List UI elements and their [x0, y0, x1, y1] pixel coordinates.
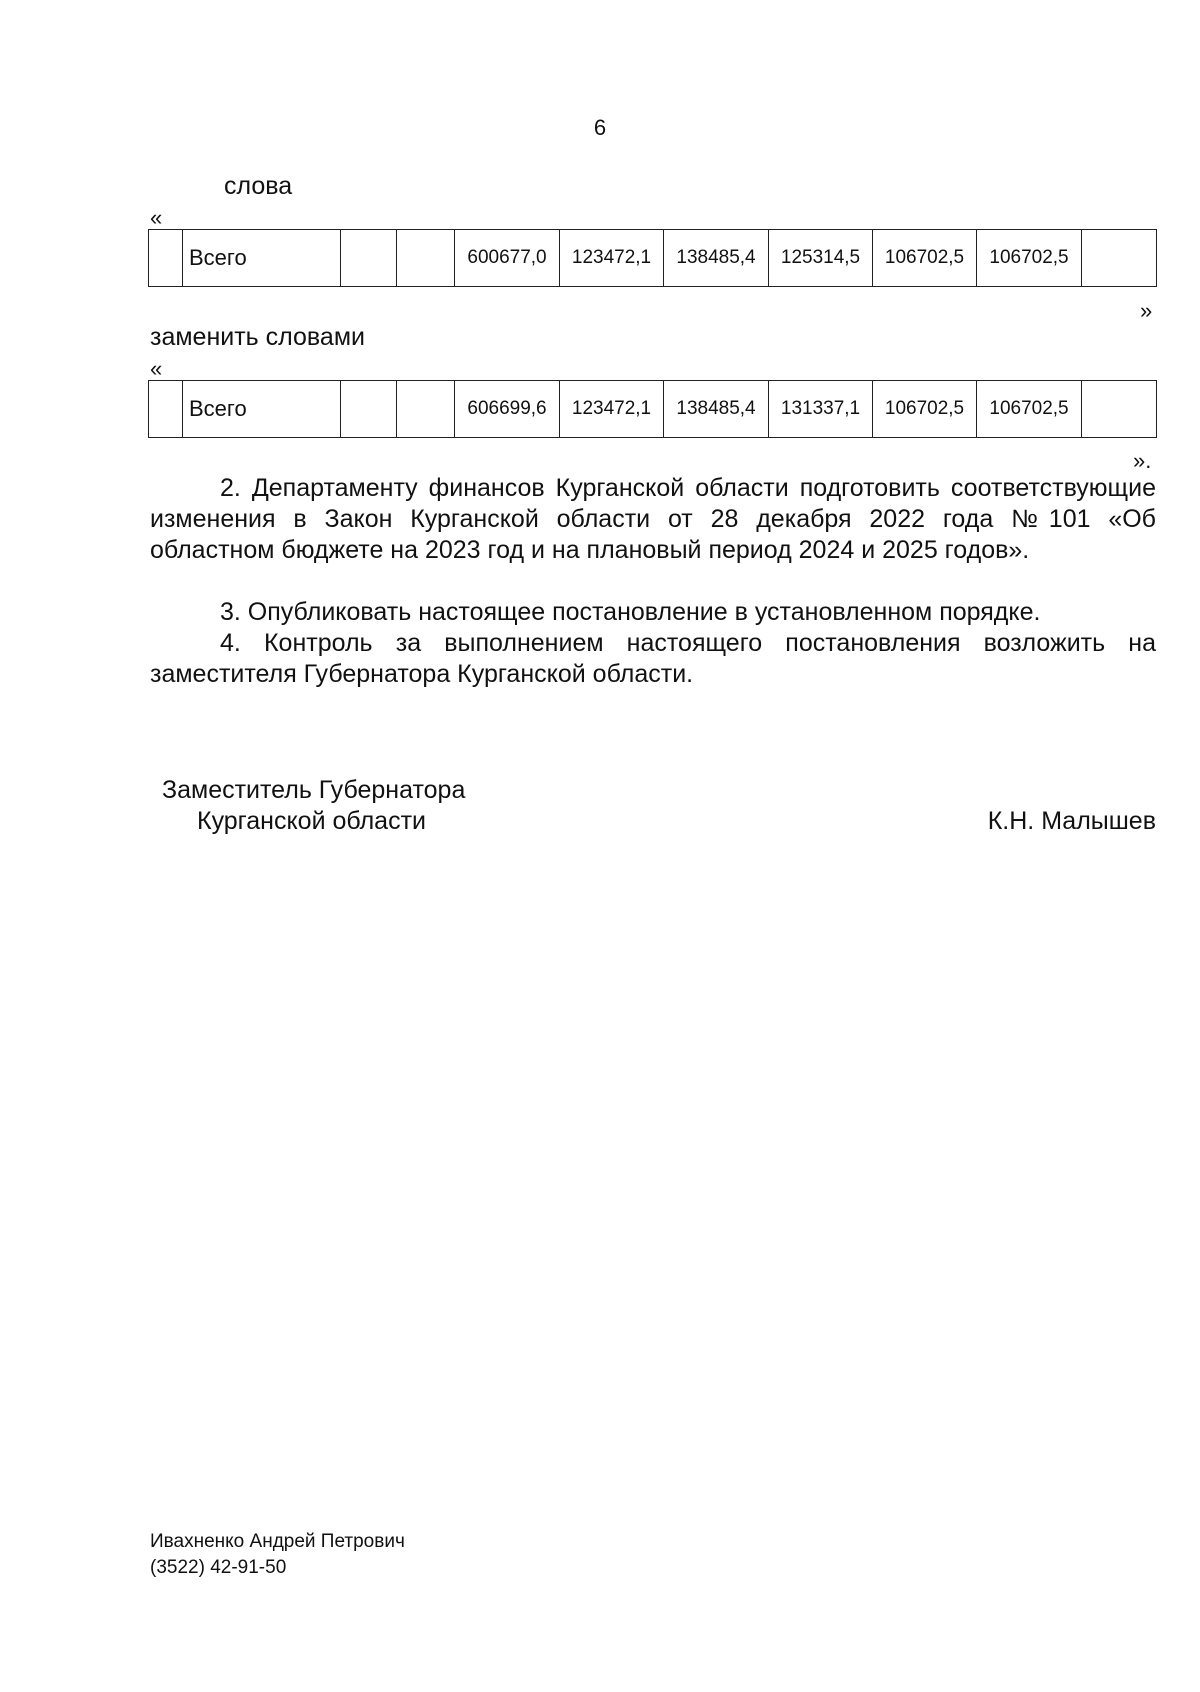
empty-cell [1082, 230, 1157, 287]
empty-cell [1082, 381, 1157, 438]
empty-cell [397, 381, 455, 438]
close-quote: ». [1133, 448, 1152, 473]
paragraph-text: 4. Контроль за выполнением настоящего постановления возложить на заместителя Губернатора Курганской области. [150, 629, 1156, 688]
empty-cell [397, 230, 455, 287]
value-cell: 125314,5 [769, 230, 873, 287]
empty-cell [341, 230, 397, 287]
total-label-cell: Всего [183, 381, 341, 438]
paragraph-text: 3. Опубликовать настоящее постановление в установленном порядке. [220, 598, 1041, 626]
value-cell: 138485,4 [664, 381, 769, 438]
open-quote: « [150, 356, 163, 381]
paragraph-text: 2. Департаменту финансов Курганской области подготовить соответствующие изменения в Закон Курганской области от 28 декабря 2022 года №101 «Об областном бюджете на 2023 год и на плановый период 2024 и 2025 годов». [150, 474, 1156, 564]
words-label: слова [224, 172, 293, 200]
value-cell: 138485,4 [664, 230, 769, 287]
empty-cell [341, 381, 397, 438]
value-cell: 106702,5 [977, 381, 1082, 438]
value-cell: 600677,0 [455, 230, 560, 287]
paragraph-4 [150, 628, 1156, 690]
empty-cell [149, 381, 183, 438]
signatory-position: Заместитель Губернатора [162, 776, 466, 804]
value-cell: 123472,1 [560, 230, 664, 287]
open-quote: « [150, 205, 163, 230]
table-row [149, 381, 1157, 438]
new-budget-row-table [148, 380, 1157, 438]
executor-phone: (3522) 42-91-50 [150, 1557, 287, 1578]
old-budget-row-table [148, 229, 1157, 287]
value-cell: 106702,5 [873, 230, 977, 287]
value-cell: 131337,1 [769, 381, 873, 438]
value-cell: 106702,5 [977, 230, 1082, 287]
signatory-name: К.Н. Малышев [987, 807, 1156, 835]
table-row [149, 230, 1157, 287]
paragraph-2 [150, 473, 1156, 566]
page-number: 6 [593, 115, 607, 140]
replace-label: заменить словами [150, 323, 365, 351]
close-quote: » [1140, 298, 1153, 323]
empty-cell [149, 230, 183, 287]
executor-name: Ивахненко Андрей Петрович [150, 1531, 405, 1552]
signatory-position-region: Курганской области [197, 807, 427, 835]
value-cell: 606699,6 [455, 381, 560, 438]
paragraph-3 [150, 597, 1156, 628]
value-cell: 123472,1 [560, 381, 664, 438]
total-label-cell: Всего [183, 230, 341, 287]
value-cell: 106702,5 [873, 381, 977, 438]
